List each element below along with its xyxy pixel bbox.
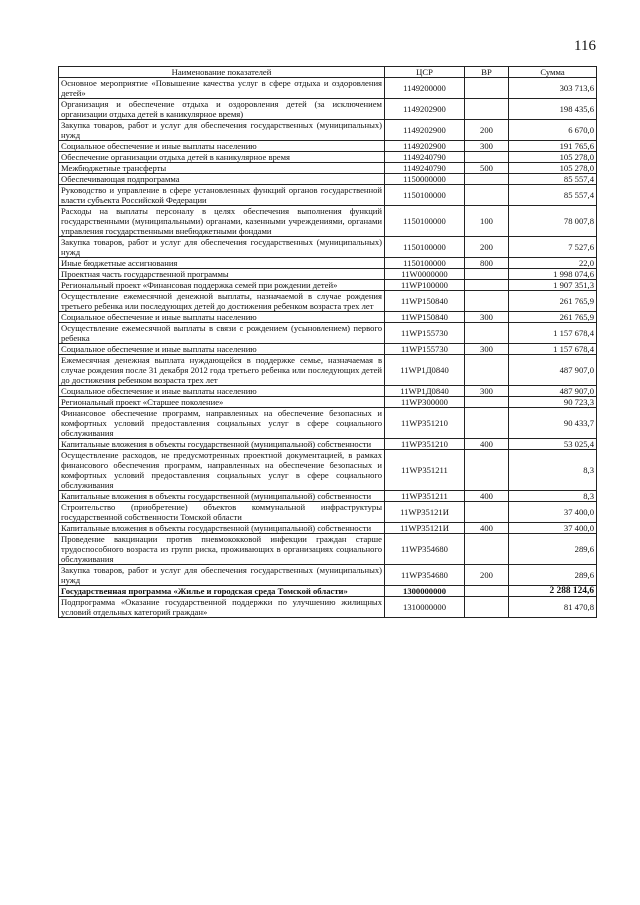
row-vr: 100 — [465, 206, 509, 237]
row-sum: 289,6 — [509, 534, 597, 565]
row-vr: 300 — [465, 141, 509, 152]
row-csr: 1149240790 — [385, 163, 465, 174]
row-vr: 400 — [465, 491, 509, 502]
table-row — [59, 206, 597, 237]
row-name: Межбюджетные трансферты — [59, 163, 385, 174]
row-vr — [465, 174, 509, 185]
row-vr — [465, 185, 509, 206]
row-csr: 11W0000000 — [385, 269, 465, 280]
row-vr — [465, 280, 509, 291]
table-row — [59, 534, 597, 565]
row-csr: 11WP35121И — [385, 502, 465, 523]
row-vr — [465, 586, 509, 597]
row-name: Социальное обеспечение и иные выплаты населению — [59, 141, 385, 152]
row-vr — [465, 78, 509, 99]
row-vr — [465, 408, 509, 439]
row-name: Закупка товаров, работ и услуг для обеспечения государственных (муниципальных) нужд — [59, 120, 385, 141]
row-vr — [465, 502, 509, 523]
row-sum: 289,6 — [509, 565, 597, 586]
row-csr: 1150000000 — [385, 174, 465, 185]
table-row — [59, 597, 597, 618]
row-sum: 8,3 — [509, 491, 597, 502]
row-vr — [465, 397, 509, 408]
row-sum: 261 765,9 — [509, 312, 597, 323]
row-name: Закупка товаров, работ и услуг для обеспечения государственных (муниципальных) нужд — [59, 237, 385, 258]
row-name: Осуществление расходов, не предусмотренных проектной документацией, в рамках финансового обеспечения программ, направленных на обеспечение безопасных и комфортных условий предоставления социальных услуг в сфере социального обслуживания — [59, 450, 385, 491]
row-name: Иные бюджетные ассигнования — [59, 258, 385, 269]
table-row — [59, 99, 597, 120]
row-name: Региональный проект «Старшее поколение» — [59, 397, 385, 408]
table-row — [59, 312, 597, 323]
row-sum: 6 670,0 — [509, 120, 597, 141]
row-csr: 11WP351210 — [385, 408, 465, 439]
row-csr: 1150100000 — [385, 206, 465, 237]
row-name: Осуществление ежемесячной денежной выплаты, назначаемой в случае рождения третьего ребенка или последующих детей до достижения ребенком возраста трех лет — [59, 291, 385, 312]
row-sum: 53 025,4 — [509, 439, 597, 450]
table-row — [59, 450, 597, 491]
row-name: Государственная программа «Жилье и городская среда Томской области» — [59, 586, 385, 597]
table-row — [59, 323, 597, 344]
row-csr: 1150100000 — [385, 237, 465, 258]
row-vr: 300 — [465, 344, 509, 355]
header-csr: ЦСР — [385, 67, 465, 78]
row-csr: 11WP300000 — [385, 397, 465, 408]
row-sum: 85 557,4 — [509, 185, 597, 206]
row-csr: 11WP155730 — [385, 323, 465, 344]
row-sum: 7 527,6 — [509, 237, 597, 258]
row-sum: 105 278,0 — [509, 163, 597, 174]
row-sum: 90 433,7 — [509, 408, 597, 439]
row-name: Подпрограмма «Оказание государственной поддержки по улучшению жилищных условий отдельных категорий граждан» — [59, 597, 385, 618]
row-vr — [465, 534, 509, 565]
row-name: Капитальные вложения в объекты государственной (муниципальной) собственности — [59, 523, 385, 534]
table-row — [59, 237, 597, 258]
row-csr: 11WP354680 — [385, 565, 465, 586]
row-sum: 37 400,0 — [509, 502, 597, 523]
row-vr: 800 — [465, 258, 509, 269]
row-name: Строительство (приобретение) объектов коммунальной инфраструктуры государственной собственности Томской области — [59, 502, 385, 523]
row-name: Организация и обеспечение отдыха и оздоровления детей (за исключением организации отдыха детей в каникулярное время) — [59, 99, 385, 120]
row-sum: 8,3 — [509, 450, 597, 491]
row-csr: 11WP1Д0840 — [385, 386, 465, 397]
row-vr — [465, 291, 509, 312]
row-vr — [465, 269, 509, 280]
row-vr: 300 — [465, 312, 509, 323]
table-row — [59, 258, 597, 269]
row-name: Закупка товаров, работ и услуг для обеспечения государственных (муниципальных) нужд — [59, 565, 385, 586]
row-sum: 1 907 351,3 — [509, 280, 597, 291]
row-sum: 1 157 678,4 — [509, 323, 597, 344]
header-vr: ВР — [465, 67, 509, 78]
row-csr: 11WP351211 — [385, 491, 465, 502]
row-vr — [465, 152, 509, 163]
row-sum: 1 998 074,6 — [509, 269, 597, 280]
table-row — [59, 185, 597, 206]
table-header-row — [59, 67, 597, 78]
row-vr: 200 — [465, 237, 509, 258]
table-row — [59, 344, 597, 355]
row-sum: 487 907,0 — [509, 355, 597, 386]
table-row — [59, 386, 597, 397]
table-row — [59, 502, 597, 523]
budget-table — [58, 66, 597, 618]
row-sum: 81 470,8 — [509, 597, 597, 618]
table-row — [59, 141, 597, 152]
table-row — [59, 280, 597, 291]
row-csr: 11WP354680 — [385, 534, 465, 565]
row-name: Ежемесячная денежная выплата нуждающейся в поддержке семье, назначаемая в случае рождения после 31 декабря 2012 года третьего ребенка или последующих детей до достижения ребенком возраста трех лет — [59, 355, 385, 386]
row-vr: 200 — [465, 565, 509, 586]
table-row — [59, 397, 597, 408]
row-name: Капитальные вложения в объекты государственной (муниципальной) собственности — [59, 439, 385, 450]
row-csr: 1310000000 — [385, 597, 465, 618]
table-row — [59, 269, 597, 280]
row-name: Проектная часть государственной программы — [59, 269, 385, 280]
row-name: Расходы на выплаты персоналу в целях обеспечения выполнения функций государственными (муниципальными) органами, казенными учреждениями, органами управления государственными внебюджетными фондами — [59, 206, 385, 237]
row-sum: 90 723,3 — [509, 397, 597, 408]
row-sum: 22,0 — [509, 258, 597, 269]
row-sum: 198 435,6 — [509, 99, 597, 120]
row-sum: 105 278,0 — [509, 152, 597, 163]
row-sum: 78 007,8 — [509, 206, 597, 237]
row-sum: 487 907,0 — [509, 386, 597, 397]
row-csr: 1149200000 — [385, 78, 465, 99]
header-name: Наименование показателей — [59, 67, 385, 78]
row-sum: 1 157 678,4 — [509, 344, 597, 355]
table-row — [59, 408, 597, 439]
table-row — [59, 152, 597, 163]
row-vr — [465, 99, 509, 120]
row-csr: 11WP351210 — [385, 439, 465, 450]
row-vr — [465, 323, 509, 344]
row-name: Социальное обеспечение и иные выплаты населению — [59, 386, 385, 397]
row-vr — [465, 355, 509, 386]
header-sum: Сумма — [509, 67, 597, 78]
row-name: Проведение вакцинации против пневмококковой инфекции граждан старше трудоспособного возраста из групп риска, проживающих в организациях социального обслуживания — [59, 534, 385, 565]
row-vr: 200 — [465, 120, 509, 141]
row-csr: 1149202900 — [385, 99, 465, 120]
row-csr: 11WP155730 — [385, 344, 465, 355]
row-vr: 300 — [465, 386, 509, 397]
row-csr: 11WP150840 — [385, 291, 465, 312]
row-name: Обеспечивающая подпрограмма — [59, 174, 385, 185]
row-csr: 1149240790 — [385, 152, 465, 163]
row-csr: 1150100000 — [385, 185, 465, 206]
row-name: Осуществление ежемесячной выплаты в связи с рождением (усыновлением) первого ребенка — [59, 323, 385, 344]
row-name: Руководство и управление в сфере установленных функций органов государственной власти субъекта Российской Федерации — [59, 185, 385, 206]
row-csr: 1150100000 — [385, 258, 465, 269]
row-name: Социальное обеспечение и иные выплаты населению — [59, 312, 385, 323]
row-csr: 1300000000 — [385, 586, 465, 597]
row-csr: 11WP150840 — [385, 312, 465, 323]
table-row — [59, 586, 597, 597]
row-csr: 11WP100000 — [385, 280, 465, 291]
row-name: Основное мероприятие «Повышение качества услуг в сфере отдыха и оздоровления детей» — [59, 78, 385, 99]
row-vr: 400 — [465, 439, 509, 450]
table-row — [59, 163, 597, 174]
row-sum: 261 765,9 — [509, 291, 597, 312]
row-sum: 191 765,6 — [509, 141, 597, 152]
table-row — [59, 491, 597, 502]
table-row — [59, 120, 597, 141]
row-name: Финансовое обеспечение программ, направленных на обеспечение безопасных и комфортных условий предоставления социальных услуг в сфере социального обслуживания — [59, 408, 385, 439]
row-name: Обеспечение организации отдыха детей в каникулярное время — [59, 152, 385, 163]
row-sum: 303 713,6 — [509, 78, 597, 99]
row-vr — [465, 597, 509, 618]
row-csr: 11WP35121И — [385, 523, 465, 534]
row-name: Региональный проект «Финансовая поддержка семей при рождении детей» — [59, 280, 385, 291]
page-number: 116 — [574, 38, 596, 54]
table-row — [59, 291, 597, 312]
table-row — [59, 355, 597, 386]
row-sum: 37 400,0 — [509, 523, 597, 534]
row-vr: 400 — [465, 523, 509, 534]
table-row — [59, 565, 597, 586]
row-name: Капитальные вложения в объекты государственной (муниципальной) собственности — [59, 491, 385, 502]
row-sum: 85 557,4 — [509, 174, 597, 185]
table-row — [59, 174, 597, 185]
table-body — [59, 78, 597, 618]
table-row — [59, 439, 597, 450]
table-row — [59, 78, 597, 99]
row-vr: 500 — [465, 163, 509, 174]
row-csr: 11WP1Д0840 — [385, 355, 465, 386]
row-sum: 2 288 124,6 — [509, 586, 597, 597]
row-csr: 1149202900 — [385, 120, 465, 141]
row-csr: 1149202900 — [385, 141, 465, 152]
row-name: Социальное обеспечение и иные выплаты населению — [59, 344, 385, 355]
row-vr — [465, 450, 509, 491]
table-row — [59, 523, 597, 534]
row-csr: 11WP351211 — [385, 450, 465, 491]
